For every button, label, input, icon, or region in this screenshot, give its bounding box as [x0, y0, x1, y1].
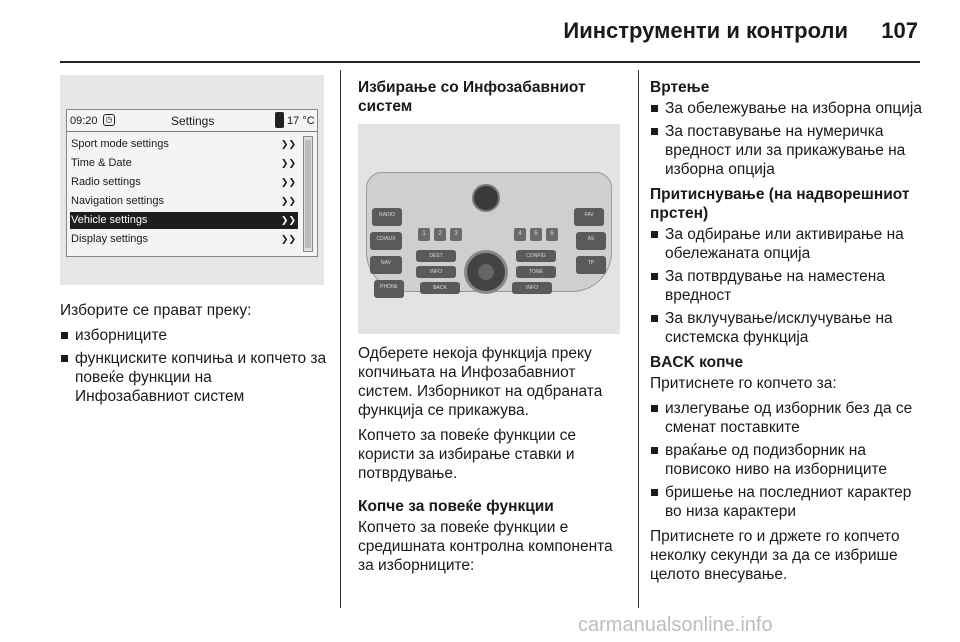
scrollbar-thumb[interactable] — [305, 140, 311, 248]
column-divider-2 — [638, 70, 639, 608]
paragraph: Копчето за повеќе функции е средишната контролна компонента за изборниците: — [358, 519, 613, 574]
menu-item-radio[interactable]: Radio settings ❯❯ — [70, 174, 298, 191]
paragraph: Притиснете го и држете го копчето неколку секунди за да се избрише целото внесување. — [650, 528, 900, 583]
list-item: За обележување на изборна опција — [650, 99, 930, 118]
clock-icon: ◷ — [103, 114, 115, 126]
info-button-left[interactable]: INFO — [416, 266, 456, 278]
list-item: За вклучување/исклучување на системска функција — [650, 309, 930, 347]
paragraph: Копчето за повеќе функции се користи за избирање ставки и потврдување. — [358, 427, 577, 482]
display-screen — [66, 109, 318, 257]
menu-item-time-date[interactable]: Time & Date ❯❯ — [70, 155, 298, 172]
watermark: carmanualsonline.info — [578, 614, 773, 636]
list-item: бришење на последниот карактер во низа карактери — [650, 483, 930, 521]
intro-text: Изборите се прават преку: — [60, 302, 252, 319]
paragraph: Одберете некоја функција преку копчињата на Инфозабавниот систем. Изборникот на одбраната функција се прикажува. — [358, 345, 603, 419]
dest-button[interactable]: DEST — [416, 250, 456, 262]
subsection-heading: Вртење — [650, 79, 710, 96]
chevron-right-icon: ❯❯ — [280, 139, 296, 149]
list-item: излегување од изборник без да се сменат поставките — [650, 399, 930, 437]
phone-button[interactable]: PHONE — [374, 280, 404, 298]
chevron-right-icon: ❯❯ — [280, 177, 296, 187]
radio-button[interactable]: RADIO — [372, 208, 402, 226]
page-header — [0, 0, 960, 62]
chevron-right-icon: ❯❯ — [280, 215, 296, 225]
list-item: враќање од подизборник на повисоко ниво на изборниците — [650, 441, 930, 479]
menu-item-sport-mode[interactable]: Sport mode settings ❯❯ — [70, 136, 298, 153]
screen-temperature: 17 °C — [287, 115, 315, 127]
info-button-right[interactable]: INFO — [512, 282, 552, 294]
left-column — [60, 301, 330, 412]
list-item: За потврдување на наместена вредност — [650, 267, 930, 305]
control-panel-figure — [358, 124, 620, 334]
menu-item-navigation[interactable]: Navigation settings ❯❯ — [70, 193, 298, 210]
fav-button[interactable]: FAV — [574, 208, 604, 226]
cd-aux-button[interactable]: CD/AUX — [370, 232, 402, 250]
page-number: 107 — [881, 18, 918, 43]
preset-button-3[interactable]: 3 — [450, 228, 462, 241]
column-divider-1 — [340, 70, 341, 608]
list-item: изборниците — [60, 326, 330, 345]
preset-button-1[interactable]: 1 — [418, 228, 430, 241]
selection-methods-list — [60, 326, 330, 406]
menu-item-display[interactable]: Display settings ❯❯ — [70, 231, 298, 248]
section-heading: Избирање со Инфозабавниот систем — [358, 79, 586, 115]
config-button[interactable]: CONFIG — [516, 250, 556, 262]
subsection-heading: BACK копче — [650, 354, 744, 371]
scrollbar[interactable] — [303, 136, 313, 252]
nav-button[interactable]: NAV — [370, 256, 402, 274]
list-item: За одбирање или активирање на обележаната опција — [650, 225, 930, 263]
screen-status-bar — [67, 110, 317, 132]
thermometer-icon — [275, 112, 284, 128]
chevron-right-icon: ❯❯ — [280, 196, 296, 206]
preset-button-5[interactable]: 5 — [530, 228, 542, 241]
back-list — [650, 399, 930, 521]
multifunction-knob[interactable] — [464, 250, 508, 294]
power-volume-knob[interactable] — [472, 184, 500, 212]
middle-heading-block — [358, 78, 628, 118]
tone-button[interactable]: TONE — [516, 266, 556, 278]
menu-item-vehicle-selected[interactable]: Vehicle settings ❯❯ — [70, 212, 298, 229]
preset-button-2[interactable]: 2 — [434, 228, 446, 241]
screen-title: Settings — [171, 114, 215, 128]
subsection-heading: Копче за повеќе функции — [358, 498, 554, 515]
section-title: Иинструменти и контроли — [563, 18, 848, 43]
settings-screen-figure — [60, 75, 324, 285]
right-column — [650, 78, 930, 590]
press-list — [650, 225, 930, 347]
preset-button-4[interactable]: 4 — [514, 228, 526, 241]
tp-button[interactable]: TP — [576, 256, 606, 274]
screen-time: 09:20 — [70, 115, 98, 127]
subsection-heading: Притиснување (на надворешниот прстен) — [650, 186, 910, 222]
chevron-right-icon: ❯❯ — [280, 158, 296, 168]
preset-button-6[interactable]: 6 — [546, 228, 558, 241]
header-rule — [60, 61, 920, 63]
chevron-right-icon: ❯❯ — [280, 234, 296, 244]
list-item: За поставување на нумеричка вредност или за прикажување на изборна опција — [650, 122, 930, 179]
middle-column — [358, 344, 628, 581]
back-button[interactable]: BACK — [420, 282, 460, 294]
list-item: функциските копчиња и копчето за повеќе функции на Инфозабавниот систем — [60, 349, 330, 406]
as-button[interactable]: AS — [576, 232, 606, 250]
turn-list — [650, 99, 930, 179]
paragraph: Притиснете го копчето за: — [650, 375, 837, 392]
